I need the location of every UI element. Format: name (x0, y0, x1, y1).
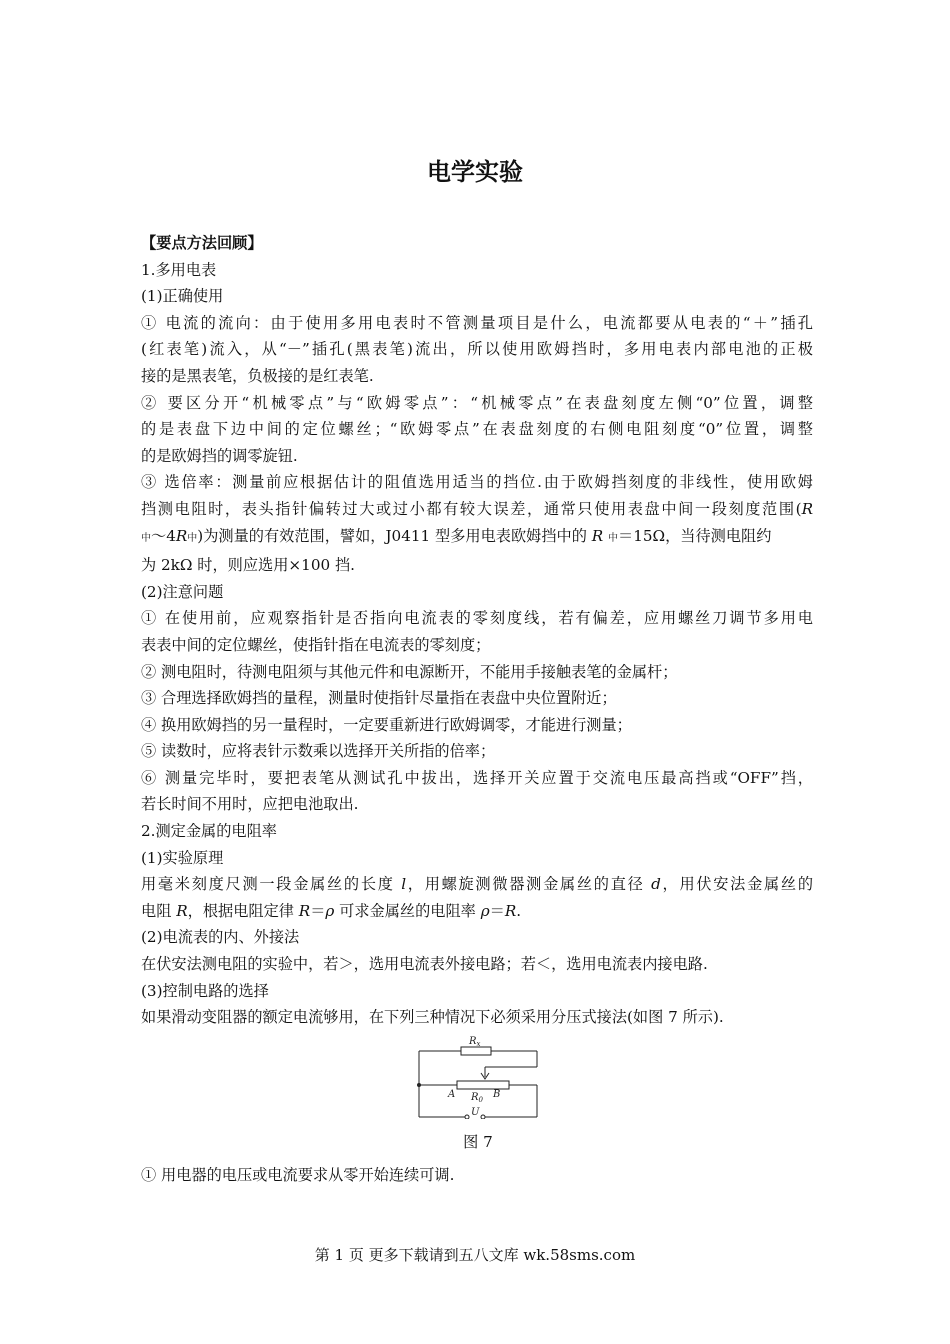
text-run: 用毫米刻度尺测一段金属丝的长度 (141, 875, 402, 894)
paragraph-line: ② 测电阻时，待测电阻须与其他元件和电源断开，不能用手接触表笔的金属杆； (141, 662, 678, 681)
variable: R (175, 526, 188, 545)
text-run: ，用伏安法金属丝的 (660, 875, 814, 894)
u-label: U (471, 1106, 480, 1118)
paragraph-line: ① 电流的流向：由于使用多用电表时不管测量项目是什么，电流都要从电表的“＋”插孔 (141, 313, 813, 332)
subsection-title: (2)注意问题 (141, 582, 224, 601)
text-run: ～4 (151, 526, 176, 545)
subscript: 中 (141, 532, 151, 544)
variable: R (176, 901, 188, 920)
paragraph-line: ① 在使用前，应观察指针是否指向电流表的零刻度线，若有偏差，应用螺丝刀调节多用电 (141, 609, 813, 628)
paragraph-line: 为 2kΩ 时，则应选用×100 挡. (141, 556, 355, 575)
rx-subscript: x (476, 1039, 481, 1048)
variable: R (591, 526, 604, 545)
b-label: B (493, 1088, 501, 1100)
subsection-title: (2)电流表的内、外接法 (141, 928, 300, 947)
paragraph-line (141, 496, 813, 523)
subscript: 中 (187, 532, 198, 544)
paragraph-line: 的是表盘下边中间的定位螺丝；“欧姆零点”在表盘刻度的右侧电阻刻度“0”位置，调整 (141, 420, 813, 439)
text-run: )为测量的有效范围，譬如，J0411 型多用电表欧姆挡中的 (197, 526, 592, 545)
section-heading: 【要点方法回顾】 (141, 234, 263, 252)
rheostat-r0-icon (457, 1081, 509, 1089)
text-run: ＝ (489, 901, 505, 920)
variable: l (401, 875, 407, 894)
rx-symbol: R (469, 1035, 477, 1047)
paragraph-line: ③ 合理选择欧姆挡的量程，测量时使指针尽量指在表盘中央位置附近； (141, 689, 617, 708)
paragraph-line: 若长时间不用时，应把电池取出. (141, 795, 359, 814)
a-label: A (448, 1088, 456, 1100)
variable: R (801, 499, 813, 518)
paragraph-line: ③ 选倍率：测量前应根据估计的阻值选用适当的挡位.由于欧姆挡刻度的非线性，使用欧姆 (141, 473, 813, 492)
variable: d (651, 875, 661, 894)
junction-dot-icon (417, 1083, 421, 1087)
r0-subscript: 0 (478, 1095, 483, 1104)
circuit-figure (413, 1035, 543, 1156)
variable: R (298, 901, 311, 920)
terminal-icon (481, 1115, 485, 1119)
paragraph-line (141, 871, 813, 898)
text-run: ＝15Ω，当待测电阻约 (618, 526, 772, 545)
subsection-title: (1)实验原理 (141, 848, 224, 867)
resistor-rx-icon (461, 1047, 491, 1055)
subsection-title: (3)控制电路的选择 (141, 981, 269, 1000)
terminal-icon (465, 1115, 469, 1119)
text-run: 电阻 (141, 901, 177, 920)
page-title: 电学实验 (427, 158, 523, 186)
paragraph-line: ① 用电器的电压或电流要求从零开始连续可调. (141, 1166, 455, 1184)
variable: R (504, 901, 517, 920)
paragraph-line: 的是欧姆挡的调零旋钮. (141, 446, 298, 465)
paragraph-line: (红表笔)流入，从“－”插孔(黑表笔)流出，所以使用欧姆挡时，多用电表内部电池的正极 (141, 340, 813, 359)
text-run: ，根据电阻定律 (187, 901, 299, 920)
section-2-title: 2.测定金属的电阻率 (141, 822, 277, 841)
text-run: 可求金属丝的电阻率 (334, 901, 481, 920)
section-1-title: 1.多用电表 (141, 260, 217, 279)
text-run: ＝ (310, 901, 326, 920)
variable: ρ (325, 901, 335, 920)
subsection-title: (1)正确使用 (141, 287, 224, 306)
paragraph-line (141, 898, 813, 925)
text-run: ，用螺旋测微器测金属丝的直径 (406, 875, 652, 894)
paragraph-line: 如果滑动变阻器的额定电流够用，在下列三种情况下必须采用分压式接法(如图 7 所示). (141, 1008, 724, 1027)
r0-symbol: R (471, 1091, 479, 1103)
paragraph-line: ⑤ 读数时，应将表针示数乘以选择开关所指的倍率； (141, 742, 496, 761)
paragraph-line: ⑥ 测量完毕时，要把表笔从测试孔中拔出，选择开关应置于交流电压最高挡或“OFF”挡， (141, 768, 813, 787)
subscript: 中 (608, 532, 619, 544)
paragraph-line: 在伏安法测电阻的实验中，若＞，选用电流表外接电路；若＜，选用电流表内接电路. (141, 955, 708, 974)
paragraph-line: 接的是黑表笔，负极接的是红表笔. (141, 366, 374, 385)
rx-label (468, 1036, 481, 1048)
circuit-diagram (413, 1035, 543, 1119)
page-footer: 第 1 页 更多下载请到五八文库 wk.58sms.com (314, 1246, 636, 1264)
paragraph-line (141, 523, 813, 553)
paragraph-line: ④ 换用欧姆挡的另一量程时，一定要重新进行欧姆调零，才能进行测量； (141, 715, 632, 734)
figure-caption: 图 7 (463, 1133, 493, 1152)
document-body (141, 230, 813, 1189)
paragraph-line: 表表中间的定位螺丝，使指针指在电流表的零刻度； (141, 635, 491, 654)
paragraph-line: ② 要区分开“机械零点”与“欧姆零点”：“机械零点”在表盘刻度左侧“0”位置，调整 (141, 393, 813, 412)
r0-label (470, 1092, 484, 1104)
text-run: . (516, 901, 522, 920)
text-run: 挡测电阻时，表头指针偏转过大或过小都有较大误差，通常只使用表盘中间一段刻度范围( (141, 499, 802, 518)
variable: ρ (480, 901, 490, 920)
